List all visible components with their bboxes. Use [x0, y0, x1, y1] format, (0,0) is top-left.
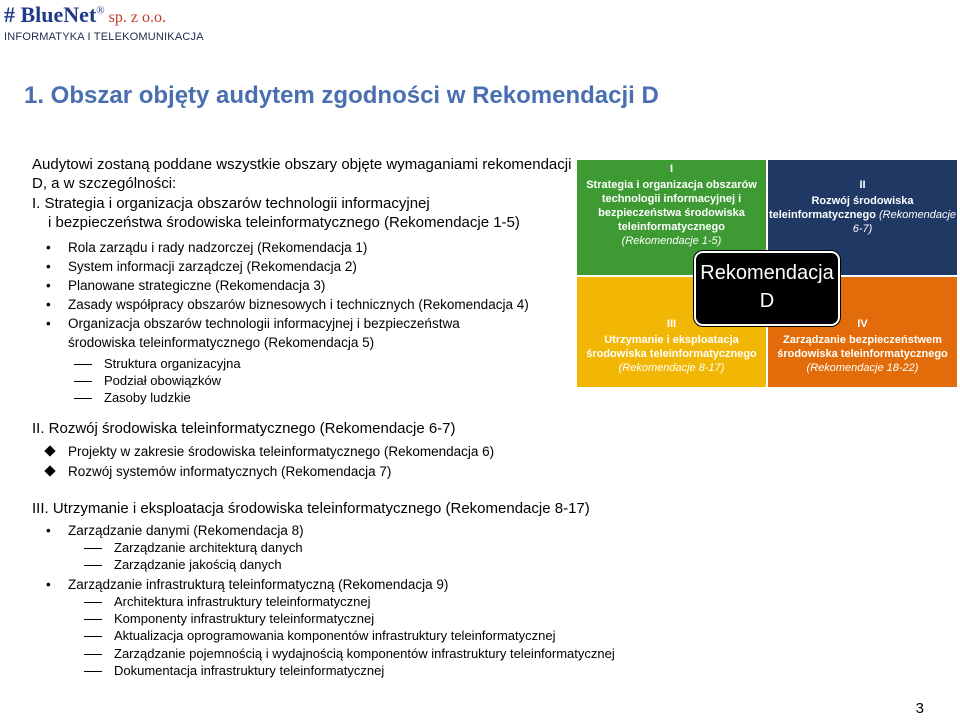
- quadrant-line: teleinformatycznego: [618, 221, 725, 233]
- section2-item: Projekty w zakresie środowiska teleinformatycznego (Rekomendacja 6): [68, 444, 495, 459]
- page-title: 1. Obszar objęty audytem zgodności w Rekomendacji D: [24, 82, 659, 109]
- section3-subitem: Komponenty infrastruktury teleinformatycznej: [114, 611, 375, 626]
- quadrant-ref: (Rekomendacje 8-17): [618, 362, 725, 374]
- section1-item: • System informacji zarządczej (Rekomendacja 2): [68, 257, 357, 276]
- quadrant-line: teleinformatycznego: [768, 209, 876, 221]
- quadrant-ref: (Rekomendacje 18-22): [806, 362, 919, 374]
- section1-item-continued: środowiska teleinformatycznego (Rekomendacja 5): [68, 335, 375, 350]
- quadrant-ref: (Rekomendacje 1-5): [621, 235, 722, 247]
- section1-subitem: Podział obowiązków: [104, 373, 222, 388]
- quadrant-number: III: [666, 318, 677, 330]
- logo-tagline: INFORMATYKA I TELEKOMUNIKACJA: [4, 31, 204, 43]
- section3-subitem: Zarządzanie architekturą danych: [114, 540, 303, 555]
- quadrant-line: Zarządzanie bezpieczeństwem: [783, 334, 942, 346]
- section1-item: • Planowane strategiczne (Rekomendacja 3): [68, 276, 325, 295]
- section3-heading: III. Utrzymanie i eksploatacja środowiska teleinformatycznego (Rekomendacje 8-17): [32, 500, 590, 517]
- section2-heading: II. Rozwój środowiska teleinformatycznego (Rekomendacje 6-7): [32, 420, 456, 437]
- section3-group-label: • Zarządzanie infrastrukturą teleinformatyczną (Rekomendacja 9): [68, 575, 448, 594]
- section1-item: • Organizacja obszarów technologii informacyjnej i bezpieczeństwa: [68, 314, 460, 333]
- section1-item: • Rola zarządu i rady nadzorczej (Rekomendacja 1): [68, 238, 367, 257]
- section1-subitem: Zasoby ludzkie: [104, 390, 191, 405]
- quadrant-line: bezpieczeństwa środowiska: [598, 207, 745, 219]
- section3-subitem: Zarządzanie pojemnością i wydajnością komponentów infrastruktury teleinformatycznej: [114, 646, 615, 661]
- section3-subitem: Zarządzanie jakością danych: [114, 557, 282, 572]
- center-line: D: [759, 290, 775, 312]
- quadrant-line: Strategia i organizacja obszarów: [586, 179, 757, 191]
- quadrant-line: środowiska teleinformatycznego: [586, 348, 757, 360]
- company-logo: [4, 2, 166, 28]
- section3-group-label: • Zarządzanie danymi (Rekomendacja 8): [68, 521, 304, 540]
- section1-subitem: Struktura organizacyjna: [104, 356, 241, 371]
- section3-subitem: Aktualizacja oprogramowania komponentów infrastruktury teleinformatycznej: [114, 628, 556, 643]
- diagram-center-badge: [694, 251, 840, 326]
- logo-brand: # BlueNet: [4, 2, 97, 27]
- intro-text: Audytowi zostaną poddane wszystkie obszary objęte wymaganiami rekomendacji D, a w szczególności:: [32, 156, 572, 192]
- section3-subitem: Dokumentacja infrastruktury teleinformatycznej: [114, 663, 385, 678]
- quadrant-number: I: [669, 163, 674, 175]
- section1-heading-line1: I. Strategia i organizacja obszarów technologii informacyjnej: [32, 195, 430, 212]
- section3-subitem: Architektura infrastruktury teleinformatycznej: [114, 594, 371, 609]
- section1-item: • Zasady współpracy obszarów biznesowych i technicznych (Rekomendacja 4): [68, 295, 529, 314]
- section2-item: Rozwój systemów informatycznych (Rekomendacja 7): [68, 464, 392, 479]
- quadrant-line: Utrzymanie i eksploatacja: [604, 334, 739, 346]
- quadrant-number: II: [859, 179, 866, 191]
- section1-heading-line2: i bezpieczeństwa środowiska teleinformatycznego (Rekomendacje 1-5): [48, 214, 520, 231]
- center-line: Rekomendacja: [700, 262, 834, 284]
- quadrant-number: IV: [857, 318, 868, 330]
- quadrant-line: środowiska teleinformatycznego: [777, 348, 948, 360]
- page-number: 3: [915, 700, 924, 717]
- logo-registered: ®: [96, 4, 105, 17]
- logo-suffix: sp. z o.o.: [108, 9, 166, 26]
- quadrant-line: technologii informacyjnej i: [601, 193, 742, 205]
- quadrant-ref: (Rekomendacje 6-7): [852, 209, 957, 235]
- quadrant-line: Rozwój środowiska: [811, 195, 914, 207]
